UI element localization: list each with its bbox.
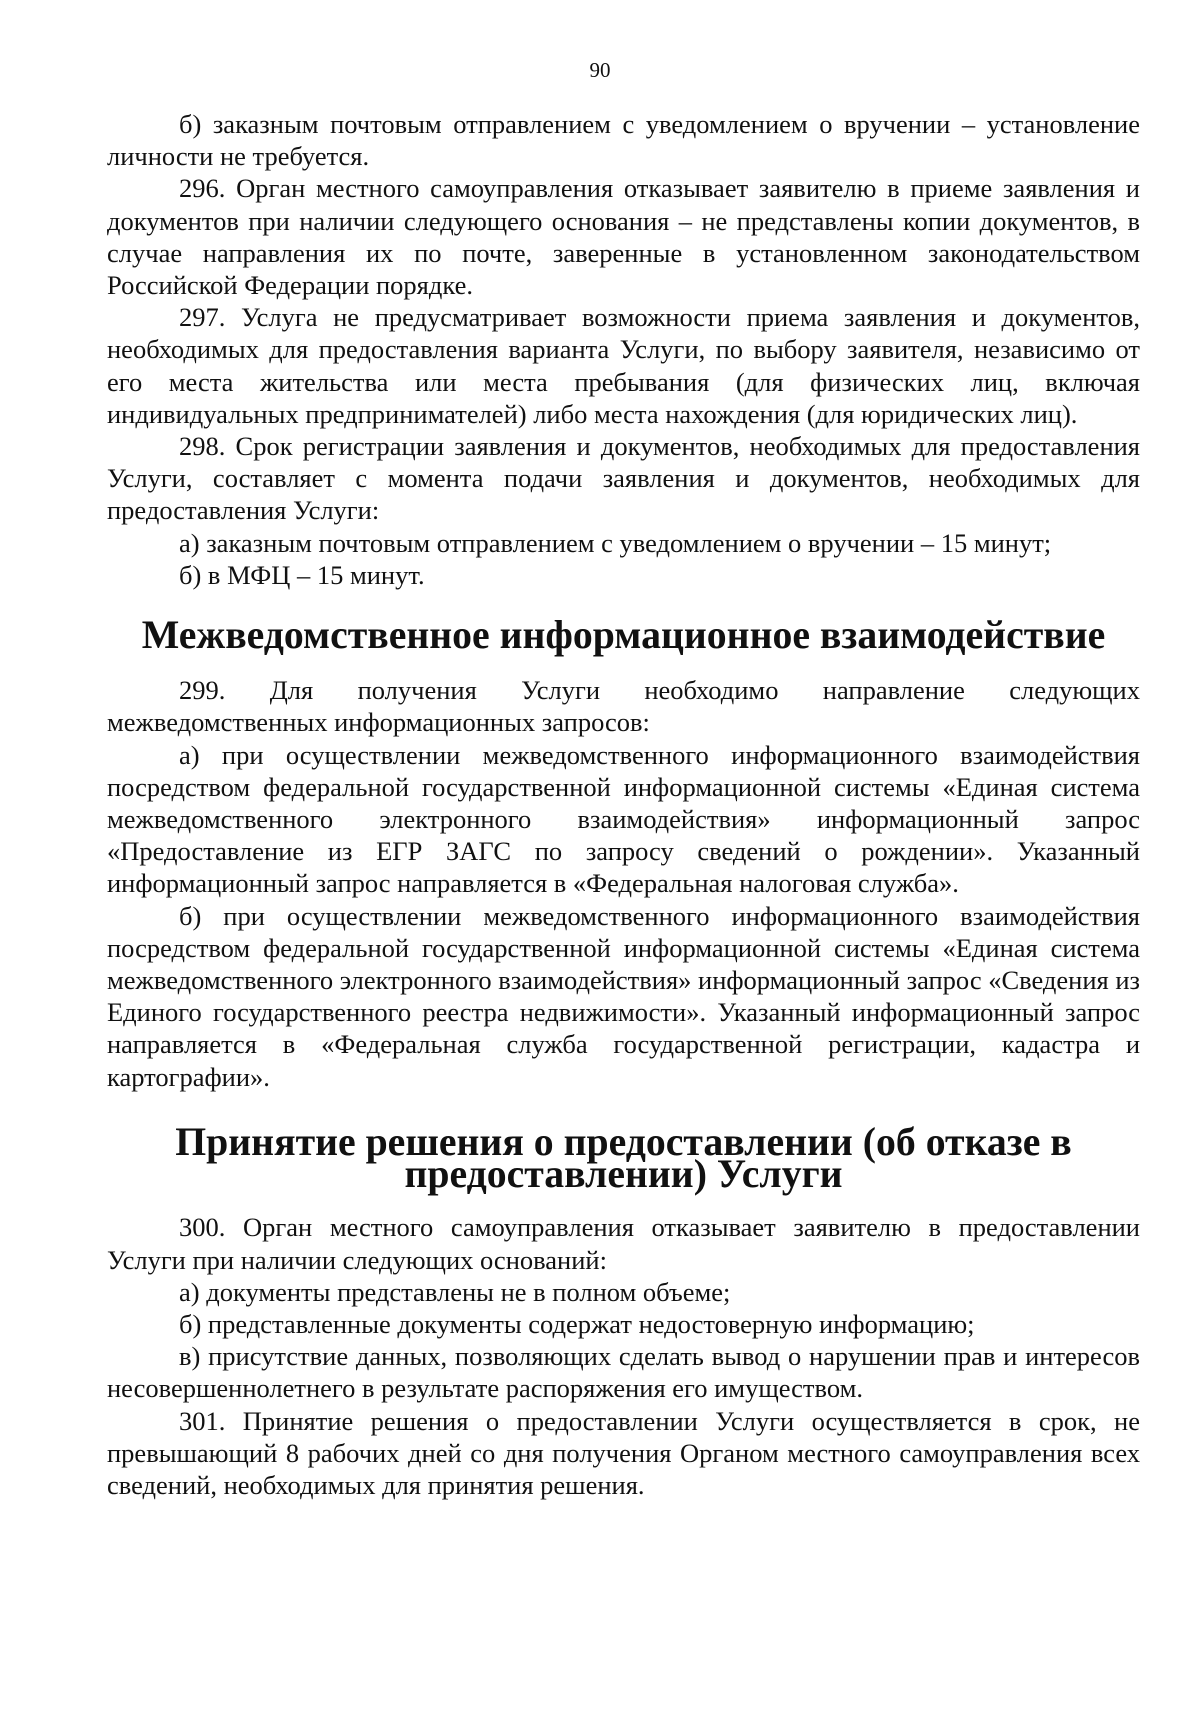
list-item: а) заказным почтовым отправлением с уведомлением о вручении – 15 минут;: [179, 527, 1052, 558]
list-item: б) в МФЦ – 15 минут.: [179, 559, 425, 590]
page-number: 90: [589, 58, 611, 82]
list-item: а) при осуществлении межведомственного информационного взаимодействия посредством федеральной государственной информационной системы «Единая система межведомственного электронного взаимодействия» информационный запрос «Предоставление из ЕГР ЗАГС по запросу сведений о рождении». Указанный информационный запрос направляется в «Федеральная налоговая служба».: [107, 739, 1140, 899]
section-heading: Межведомственное информационное взаимодействие: [141, 613, 1106, 658]
paragraph-297: 297. Услуга не предусматривает возможности приема заявления и документов, необходимых для предоставления варианта Услуги, по выбору заявителя, независимо от его места жительства или места пребывания (для физических лиц, включая индивидуальных предпринимателей) либо места нахождения (для юридических лиц).: [107, 302, 1140, 429]
page-body: [107, 108, 1140, 1501]
paragraph-299: 299. Для получения Услуги необходимо направление следующих межведомственных информационных запросов:: [107, 675, 1140, 738]
paragraph-300: 300. Орган местного самоуправления отказывает заявителю в предоставлении Услуги при наличии следующих оснований:: [107, 1212, 1140, 1275]
list-item: в) присутствие данных, позволяющих сделать вывод о нарушении прав и интересов несовершеннолетнего в результате распоряжения его имуществом.: [107, 1341, 1140, 1404]
list-item: б) при осуществлении межведомственного информационного взаимодействия посредством федеральной государственной информационной системы «Единая система межведомственного электронного взаимодействия» информационный запрос «Сведения из Единого государственного реестра недвижимости». Указанный информационный запрос направляется в «Федеральная служба государственной регистрации, кадастра и картографии».: [107, 900, 1140, 1092]
list-item: а) документы представлены не в полном объеме;: [179, 1276, 731, 1307]
section-heading: Принятие решения о предоставлении (об отказе в предоставлении) Услуги: [175, 1119, 1072, 1197]
paragraph-301: 301. Принятие решения о предоставлении Услуги осуществляется в срок, не превышающий 8 рабочих дней со дня получения Органом местного самоуправления всех сведений, необходимых для принятия решения.: [107, 1405, 1140, 1500]
paragraph-298: 298. Срок регистрации заявления и документов, необходимых для предоставления Услуги, составляет с момента подачи заявления и документов, необходимых для предоставления Услуги:: [107, 431, 1140, 526]
paragraph-296: 296. Орган местного самоуправления отказывает заявителю в приеме заявления и документов при наличии следующего основания – не представлены копии документов, в случае направления их по почте, заверенные в установленном законодательством Российской Федерации порядке.: [107, 173, 1140, 301]
paragraph: б) заказным почтовым отправлением с уведомлением о вручении – установление личности не требуется.: [107, 109, 1140, 172]
list-item: б) представленные документы содержат недостоверную информацию;: [179, 1308, 975, 1339]
